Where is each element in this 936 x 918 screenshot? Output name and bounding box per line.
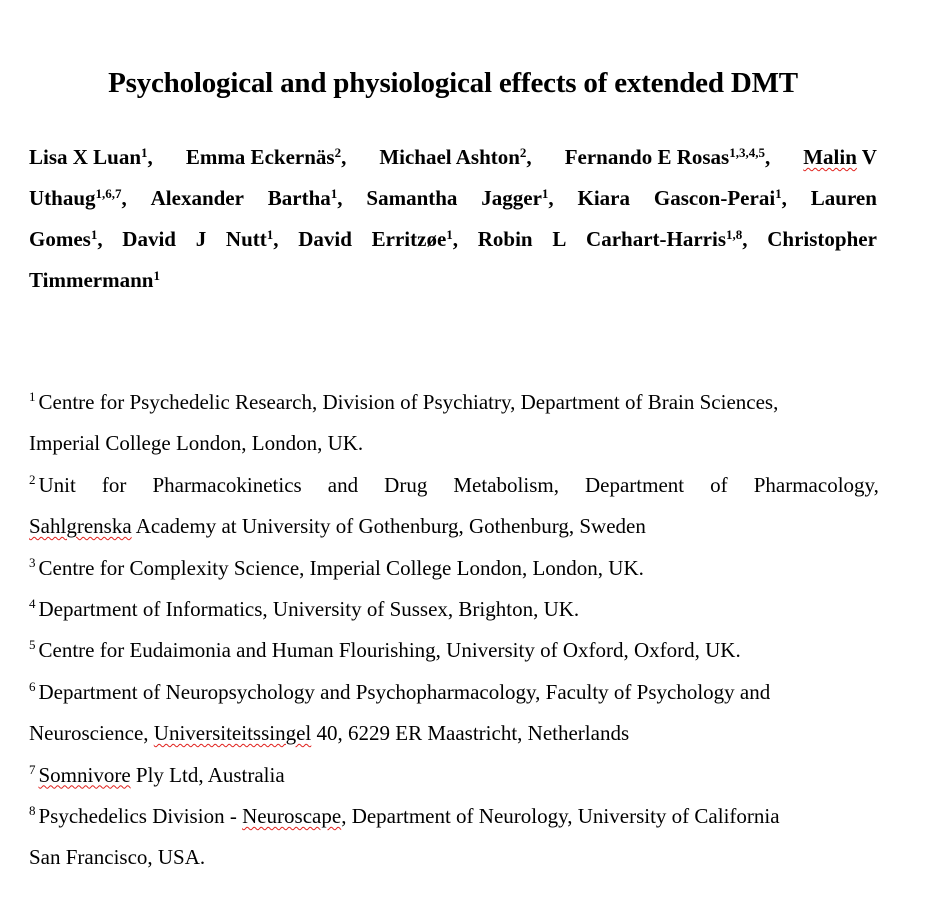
author-word: L (552, 227, 567, 251)
author-line-1 (29, 137, 877, 178)
spellcheck-flagged-word[interactable]: Sahlgrenska (29, 514, 132, 539)
author-word: Kiara (577, 186, 631, 210)
affiliation-6: $^6$ Department of Neuropsychology and Psychopharmacology, Faculty of Psychology and (29, 678, 771, 704)
author-word: J (195, 227, 207, 251)
author: Lisa X Luan$^1$, (29, 145, 159, 169)
affiliation-number: 5 (29, 637, 36, 653)
author: Fernando E Rosas$^{1,3,4,5}$, (564, 145, 776, 169)
author-word: Uthaug$^{1,6,7}$, (29, 186, 127, 210)
affiliation-number: 6 (29, 678, 36, 694)
affiliation-4: $^4$ Department of Informatics, University of Sussex, Brighton, UK. (29, 595, 580, 621)
spellcheck-flagged-word[interactable]: Neuroscape (242, 803, 342, 828)
affiliation-number: 1 (29, 389, 36, 404)
affiliation-number: 7 (29, 761, 36, 777)
affiliation-3: $^3$ Centre for Complexity Science, Imperial College London, London, UK. (29, 554, 644, 580)
affiliation-7: $^7$ Somnivore Ply Ltd, Australia (29, 761, 285, 787)
affiliation-number: 8 (29, 802, 36, 818)
author-line-2 (29, 178, 877, 219)
affiliation-1-cont: Imperial College London, London, UK. (29, 431, 364, 456)
author-word: Alexander (150, 186, 244, 210)
author: Michael Ashton$^2$, (379, 145, 537, 169)
author-word: Robin (477, 227, 533, 251)
author-word: Nutt$^1$, (225, 227, 279, 251)
affiliation-6-cont: Neuroscience, Universiteitssingel 40, 6229 ER Maastricht, Netherlands (29, 721, 630, 746)
affiliation-number: 2 (29, 471, 36, 487)
affiliation-5: $^5$ Centre for Eudaimonia and Human Flourishing, University of Oxford, Oxford, UK. (29, 637, 741, 663)
author-line-4 (29, 260, 877, 301)
author-word: Samantha (366, 186, 458, 210)
spellcheck-flagged-word[interactable]: Malin (803, 145, 857, 169)
author-word: Gomes$^1$, (29, 227, 103, 251)
author-word: Timmermann$^1$ (29, 268, 160, 292)
author-word: Gascon-Perai$^1$, (653, 186, 787, 210)
author-word: Christopher (767, 227, 877, 251)
author-word: Carhart-Harris$^{1,8}$, (586, 227, 748, 251)
author-word: Erritzøe$^1$, (371, 227, 459, 251)
paper-title: Psychological and physiological effects of extended DMT (108, 67, 798, 100)
spellcheck-flagged-word[interactable]: Somnivore (38, 762, 131, 787)
author-word: David (298, 227, 352, 251)
author: Malin V (803, 145, 877, 169)
affiliation-number: 3 (29, 554, 36, 570)
author-list (29, 137, 877, 301)
spellcheck-flagged-word[interactable]: Universiteitssingel (153, 721, 312, 746)
author: Emma Eckernäs$^2$, (185, 145, 352, 169)
author-word: David (122, 227, 176, 251)
affiliation-list (29, 382, 879, 879)
affiliation-1: $^1$ Centre for Psychedelic Research, Division of Psychiatry, Department of Brain Sciences, (29, 389, 779, 414)
author-word: Jagger$^1$, (481, 186, 554, 210)
affiliation-2-cont: Sahlgrenska Academy at University of Gothenburg, Gothenburg, Sweden (29, 514, 646, 539)
author-word: Bartha$^1$, (267, 186, 343, 210)
affiliation-8-cont: San Francisco, USA. (29, 845, 206, 870)
affiliation-8: $^8$ Psychedelics Division - Neuroscape, Department of Neurology, University of California (29, 802, 780, 828)
author-line-3 (29, 219, 877, 260)
author-word: Lauren (810, 186, 877, 210)
affiliation-number: 4 (29, 595, 36, 611)
affiliation-2: $^2$ Unit for Pharmacokinetics and Drug Metabolism, Department of Pharmacology, (29, 471, 879, 497)
